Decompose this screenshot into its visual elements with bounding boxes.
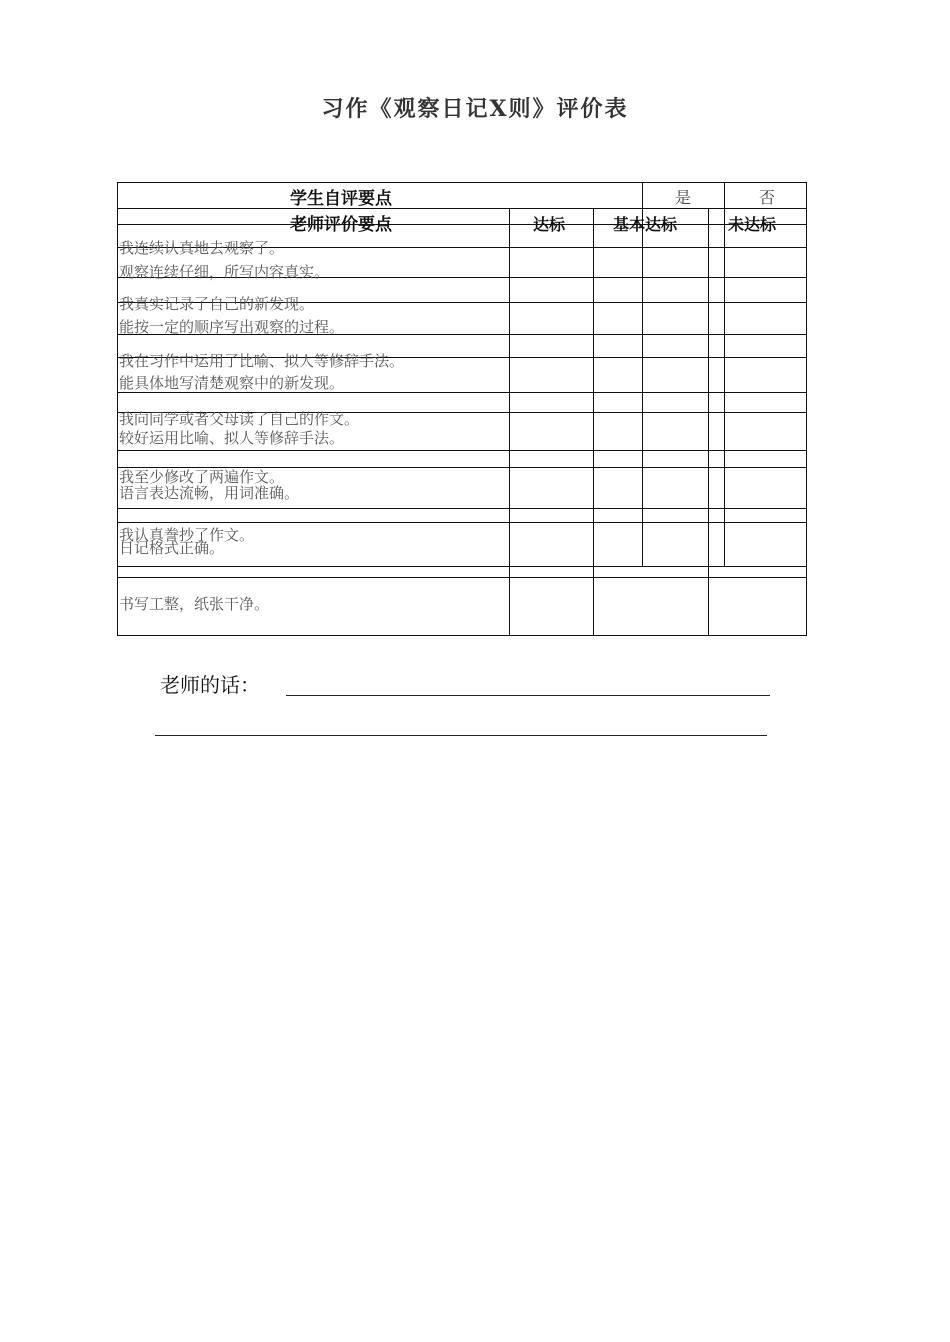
student-item: 我认真誊抄了作文。 xyxy=(119,526,255,544)
yes-header: 是 xyxy=(675,188,692,207)
table-border-bottom xyxy=(117,635,807,636)
remarks-blank-line[interactable] xyxy=(155,735,767,736)
student-grid-line xyxy=(117,508,807,509)
teacher-col-line xyxy=(593,208,594,636)
teacher-item: 书写工整，纸张干净。 xyxy=(119,595,270,613)
remarks-blank-line[interactable] xyxy=(286,695,770,696)
student-grid-line xyxy=(117,392,807,393)
student-item: 我至少修改了两遍作文。 xyxy=(119,468,285,486)
student-col-line xyxy=(724,182,725,566)
no-header: 否 xyxy=(759,188,776,207)
student-item: 我在习作中运用了比喻、拟人等修辞手法。 xyxy=(119,352,405,370)
table-border-left xyxy=(117,182,118,636)
student-grid-line xyxy=(117,450,807,451)
teacher-item: 能具体地写清楚观察中的新发现。 xyxy=(119,374,345,392)
student-item: 我连续认真地去观察了。 xyxy=(119,239,285,257)
teacher-remarks-label: 老师的话： xyxy=(160,673,260,697)
teacher-grid-line xyxy=(117,208,807,209)
teacher-item: 语言表达流畅，用词准确。 xyxy=(119,484,300,502)
table-border-top xyxy=(117,182,807,183)
teacher-grid-line xyxy=(117,577,807,578)
student-col-line xyxy=(642,182,643,566)
teacher-item: 能按一定的顺序写出观察的过程。 xyxy=(119,318,345,336)
level-header-fail: 未达标 xyxy=(728,215,777,234)
level-header-basic: 基本达标 xyxy=(613,215,678,234)
student-item: 我向同学或者父母读了自己的作文。 xyxy=(119,410,360,428)
teacher-col-line xyxy=(708,208,709,636)
level-header-pass: 达标 xyxy=(533,215,566,234)
teacher-grid-line xyxy=(117,522,807,523)
student-grid-line xyxy=(117,566,807,567)
teacher-col-line xyxy=(509,208,510,636)
teacher-item: 日记格式正确。 xyxy=(119,539,225,557)
student-grid-line xyxy=(117,224,807,225)
page-title: 习作《观察日记X则》评价表 xyxy=(321,96,629,122)
student-item: 我真实记录了自己的新发现。 xyxy=(119,295,315,313)
teacher-item: 较好运用比喻、拟人等修辞手法。 xyxy=(119,429,345,447)
student-header: 学生自评要点 xyxy=(290,189,392,209)
table-border-right xyxy=(806,182,807,636)
teacher-item: 观察连续仔细，所写内容真实。 xyxy=(119,263,330,281)
teacher-header: 老师评价要点 xyxy=(290,215,392,235)
